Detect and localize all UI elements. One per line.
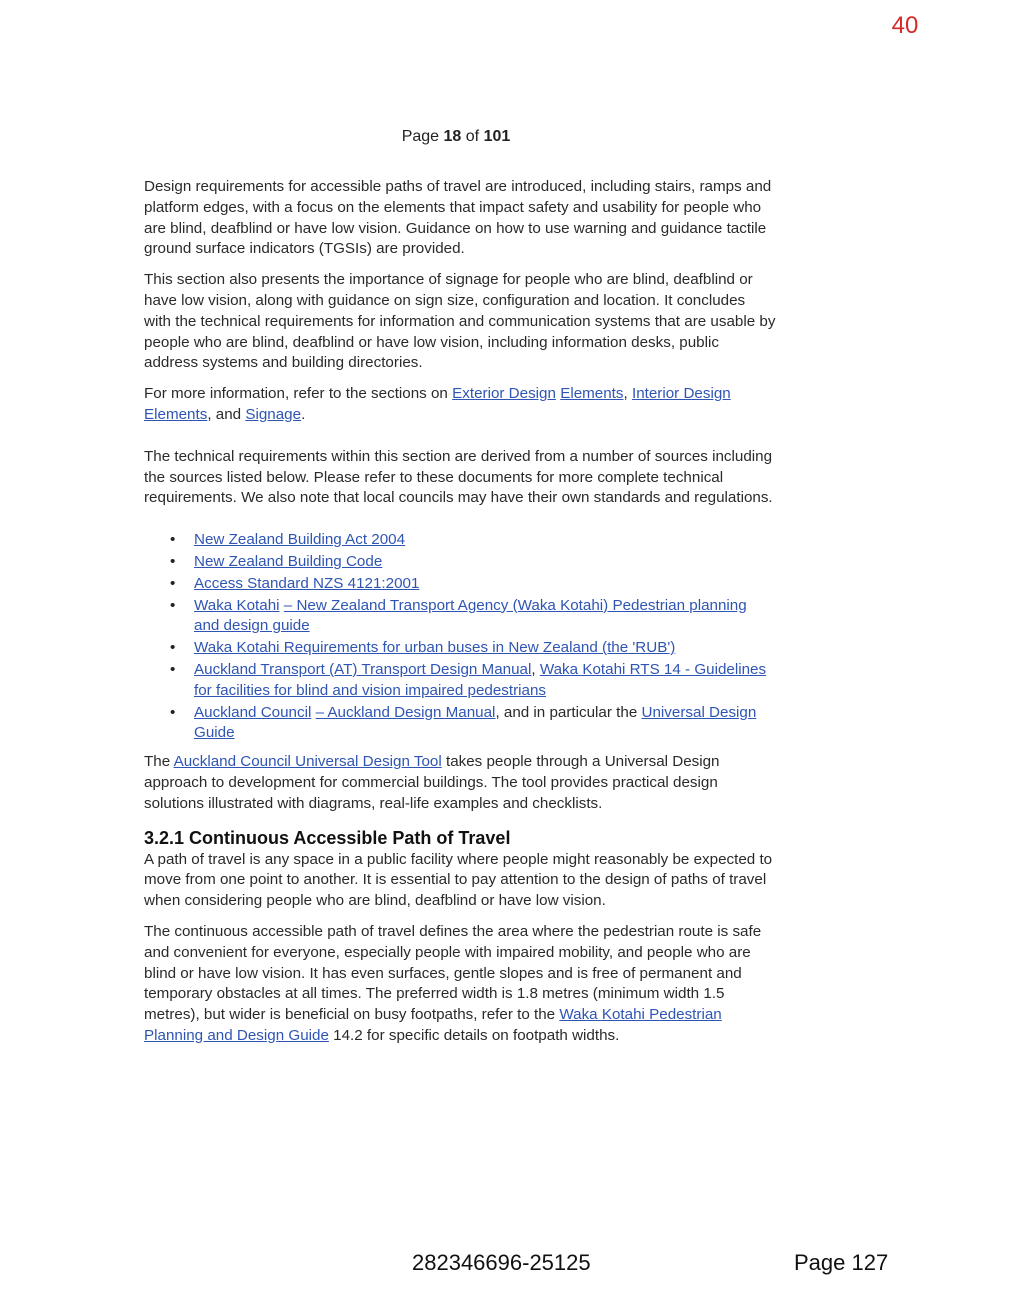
link-building-act[interactable]: New Zealand Building Act 2004	[194, 531, 406, 549]
document-body	[144, 177, 776, 1057]
current-page: 18	[443, 128, 462, 145]
link-interior-design-elements[interactable]: Interior Design Elements	[144, 385, 731, 423]
link-universal-design-tool[interactable]: Auckland Council Universal Design Tool	[173, 753, 442, 771]
link-rub[interactable]: Waka Kotahi Requirements for urban buses in New Zealand (the 'RUB')	[194, 639, 676, 657]
page-counter: Page 18 of 101	[401, 128, 511, 145]
list-item: • Auckland Transport (AT) Transport Design Manual, Waka Kotahi RTS 14 - Guidelines for facilities for blind and vision impaired pedestrians	[194, 660, 776, 702]
list-item	[194, 552, 776, 573]
continuous-path-paragraph: The continuous accessible path of travel defines the area where the pedestrian route is safe and convenient for everyone, especially people with impaired mobility, and people who are blind or have low vision. It has even surfaces, gentle slopes and is free of permanent and temporary obstacles at all times. The preferred width is 1.8 metres (minimum width 1.5 metres), but wider is beneficial on busy footpaths, refer to the Waka Kotahi Pedestrian Planning and Design Guide 14.2 for specific details on footpath widths.	[144, 922, 762, 1044]
link-access-standard[interactable]: Access Standard NZS 4121:2001	[194, 574, 420, 592]
link-waka-kotahi[interactable]: Waka Kotahi	[194, 596, 280, 614]
link-pedestrian-planning-guide[interactable]: Waka Kotahi Pedestrian Planning and Design Guide	[144, 1006, 722, 1044]
link-elements[interactable]: Elements	[560, 385, 624, 403]
more-info-paragraph: For more information, refer to the sections on Exterior Design Elements, Interior Design Elements, and Signage.	[144, 385, 731, 423]
link-universal-design-guide[interactable]: Universal Design Guide	[194, 703, 757, 742]
footer-page-label: Page 127	[794, 1250, 889, 1275]
page-stamp-number: 40	[891, 12, 919, 39]
link-building-code[interactable]: New Zealand Building Code	[194, 552, 383, 570]
section-heading: 3.2.1 Continuous Accessible Path of Travel	[144, 827, 511, 848]
list-item: • Auckland Council – Auckland Design Manual, and in particular the Universal Design Guide	[194, 703, 776, 745]
signage-paragraph: This section also presents the importance of signage for people who are blind, deafblind or have low vision, along with guidance on sign size, configuration and location. It concludes with the technical requirements for information and communication systems that are usable by people who are blind, deafblind or have low vision, including information desks, public address systems and building directories.	[144, 271, 776, 372]
intro-paragraph: Design requirements for accessible paths of travel are introduced, including stairs, ramps and platform edges, with a focus on the elements that impact safety and usability for people who are blind, deafblind or have low vision. Guidance on how to use warning and guidance tactile ground surface indicators (TGSIs) are provided.	[144, 178, 772, 258]
link-auckland-council[interactable]: Auckland Council	[194, 703, 312, 721]
list-item	[194, 530, 776, 551]
total-pages: 101	[483, 128, 511, 145]
link-exterior-design[interactable]: Exterior Design	[452, 385, 556, 403]
path-of-travel-paragraph: A path of travel is any space in a public facility where people might reasonably be expected to move from one point to another. It is essential to pay attention to the design of paths of travel when considering people who are blind, deafblind or have low vision.	[144, 850, 773, 910]
footer-document-id: 282346696-25125	[412, 1250, 591, 1275]
link-rts14[interactable]: Waka Kotahi RTS 14 - Guidelines for facilities for blind and vision impaired pedestrians	[194, 660, 767, 699]
list-item	[194, 574, 776, 595]
list-item	[194, 596, 776, 638]
tool-paragraph: The Auckland Council Universal Design Tool takes people through a Universal Design approach to development for commercial buildings. The tool provides practical design solutions illustrated with diagrams, real-life examples and checklists.	[144, 753, 720, 812]
link-pedestrian-guide[interactable]: – New Zealand Transport Agency (Waka Kotahi) Pedestrian planning and design guide	[194, 596, 747, 635]
link-auckland-design-manual[interactable]: – Auckland Design Manual	[315, 703, 496, 721]
sources-list	[144, 530, 776, 744]
link-signage[interactable]: Signage	[245, 405, 302, 423]
sources-paragraph: The technical requirements within this section are derived from a number of sources including the sources listed below. Please refer to these documents for more complete technical requirements. We also note that local councils may have their own standards and regulations.	[144, 447, 773, 507]
link-at-design-manual[interactable]: Auckland Transport (AT) Transport Design Manual	[194, 660, 532, 678]
list-item	[194, 638, 776, 659]
